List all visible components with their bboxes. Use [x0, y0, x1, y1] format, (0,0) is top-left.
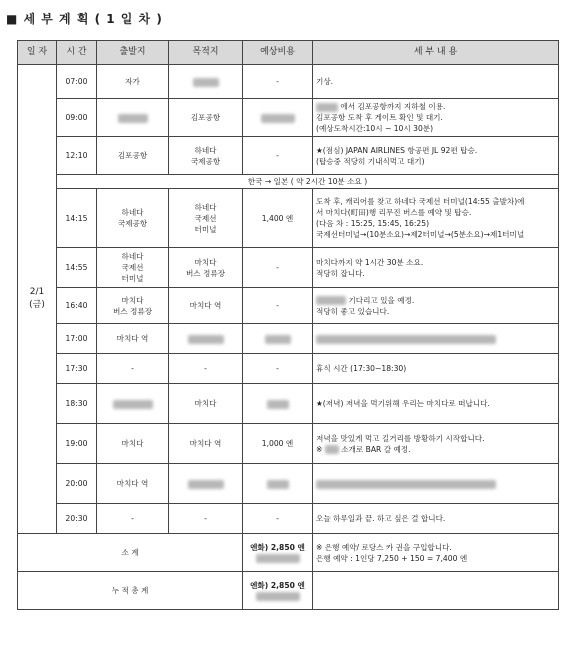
details-line: 국제선터미널→(10분소요)→제2터미널→(5분소요)→제1터미널: [316, 230, 525, 239]
redacted-text: [267, 400, 289, 409]
details-line: (탑승중 적당히 기내식먹고 대기): [316, 156, 425, 166]
departure-cell: [97, 354, 169, 384]
cell-line: -: [131, 514, 134, 523]
redacted-text: [316, 103, 338, 112]
details-cell: [313, 65, 559, 99]
redacted-text: [267, 480, 289, 489]
flight-banner: 한국 → 일본 ( 약 2시간 10분 소요 ): [57, 175, 559, 189]
cell-line: 국제선: [121, 263, 144, 272]
redacted-text: [325, 445, 339, 454]
time-cell: 12:10: [57, 137, 97, 175]
details-line: (다음 차 : 15:25, 15:45, 16:25): [316, 219, 430, 228]
table-row: [18, 99, 559, 137]
details-line: 기다리고 있을 예정.: [316, 295, 555, 306]
details-line: ★(점심) JAPAN AIRLINES 항공편 JL 92편 탑승.: [316, 145, 478, 155]
table-row: [18, 354, 559, 384]
cell-line: 자가: [125, 77, 140, 86]
header-date: 일 자: [18, 41, 57, 65]
cost-cell: -: [243, 248, 313, 288]
cell-line: 하네다: [121, 208, 144, 217]
details-line: 서 마치다(町田)행 리무진 버스를 예약 및 탑승.: [316, 208, 472, 217]
table-row: [18, 424, 559, 464]
cost-cell: -: [243, 504, 313, 534]
details-line: ※ 소개로 BAR 갈 예정.: [316, 444, 411, 454]
destination-cell: [169, 99, 243, 137]
destination-cell: [169, 384, 243, 424]
cell-line: 터미널: [194, 224, 217, 234]
cell-line: 마치다: [194, 257, 217, 267]
destination-cell: [169, 424, 243, 464]
subtotal-row-label: 소 계: [18, 534, 243, 572]
time-cell: 14:55: [57, 248, 97, 288]
cell-line: 버스 정류장: [112, 306, 153, 316]
destination-cell: [169, 354, 243, 384]
redacted-text: [113, 400, 153, 409]
redacted-text: [261, 114, 295, 123]
cell-line: 하네다: [194, 145, 217, 155]
cell-line: -: [204, 364, 207, 373]
table-row: [18, 288, 559, 324]
cell-line: 마치다 역: [116, 334, 149, 343]
subtotal-row-note: [313, 534, 559, 572]
details-cell: [313, 464, 559, 504]
header-departure: 출발지: [97, 41, 169, 65]
cell-line: -: [131, 364, 134, 373]
destination-cell: [169, 65, 243, 99]
time-cell: 14:15: [57, 189, 97, 248]
table-header-row: [18, 41, 559, 65]
cell-line: 국제공항: [117, 219, 148, 228]
header-details: 세 부 내 용: [313, 41, 559, 65]
table-row: [18, 137, 559, 175]
cell-line: -: [204, 514, 207, 523]
cell-line: 김포공항: [190, 113, 221, 122]
time-cell: 18:30: [57, 384, 97, 424]
cost-cell: [243, 384, 313, 424]
redacted-text: [188, 335, 224, 344]
time-cell: 16:40: [57, 288, 97, 324]
time-cell: 19:00: [57, 424, 97, 464]
destination-cell: [169, 137, 243, 175]
cumulative-row: [18, 572, 559, 610]
redacted-text: [188, 480, 224, 489]
note-line: ※ 은행 예약/ 로당스 카 권을 구입합니다.: [316, 542, 452, 552]
destination-cell: [169, 504, 243, 534]
details-cell: [313, 504, 559, 534]
details-line: 도착 후, 캐리어를 찾고 하네다 국제선 터미널(14:55 출발차)에: [316, 197, 525, 206]
redacted-text: [265, 335, 291, 344]
details-line: 에서 김포공항까지 지하철 이용.: [316, 101, 555, 112]
time-cell: 20:30: [57, 504, 97, 534]
details-cell: [313, 99, 559, 137]
table-row: [18, 324, 559, 354]
table-row: [18, 189, 559, 248]
destination-cell: [169, 189, 243, 248]
cell-line: 터미널: [121, 274, 144, 283]
departure-cell: [97, 248, 169, 288]
time-cell: 17:00: [57, 324, 97, 354]
details-cell: [313, 384, 559, 424]
subtotal-row: [18, 534, 559, 572]
cell-line: 김포공항: [117, 151, 148, 160]
details-line: 김포공항 도착 후 게이트 확인 및 대기.: [316, 113, 443, 122]
header-time: 시 간: [57, 41, 97, 65]
table-row: [18, 384, 559, 424]
cost-cell: 1,000 엔: [243, 424, 313, 464]
page-title: ■ 세 부 계 획 ( 1 일 차 ): [6, 12, 163, 26]
cumulative-row-note: [313, 572, 559, 610]
schedule-table: [17, 40, 559, 610]
destination-cell: [169, 464, 243, 504]
redacted-text: [193, 78, 219, 87]
departure-cell: [97, 504, 169, 534]
destination-cell: [169, 288, 243, 324]
cost-cell: -: [243, 65, 313, 99]
details-line: ★(저녁) 저녁을 먹기위해 우리는 마치다로 떠납니다.: [316, 399, 490, 408]
cell-line: 마치다 역: [189, 439, 222, 448]
cost-cell: [243, 99, 313, 137]
cell-line: 국제공항: [190, 156, 221, 166]
details-line: 마치다까지 약 1시간 30분 소요.: [316, 257, 424, 267]
cost-cell: -: [243, 288, 313, 324]
cost-cell: [243, 464, 313, 504]
departure-cell: [97, 99, 169, 137]
time-cell: 09:00: [57, 99, 97, 137]
cell-line: 마치다: [194, 399, 217, 408]
departure-cell: [97, 137, 169, 175]
details-line: 오늘 하루일과 끝. 하고 싶은 걸 합니다.: [316, 514, 446, 523]
destination-cell: [169, 248, 243, 288]
details-line: 적당히 잡니다.: [316, 268, 365, 278]
details-line: 적당히 좋고 있습니다.: [316, 306, 390, 316]
details-line: 저녁을 맛있게 먹고 길거리를 방황하기 시작합니다.: [316, 433, 485, 443]
cell-line: 버스 정류장: [185, 268, 226, 278]
details-cell: [313, 248, 559, 288]
departure-cell: [97, 424, 169, 464]
redacted-text: [316, 296, 346, 305]
details-line: [316, 333, 555, 344]
header-cost: 예상비용: [243, 41, 313, 65]
destination-cell: [169, 324, 243, 354]
details-cell: [313, 288, 559, 324]
table-row: [18, 65, 559, 99]
time-cell: 17:30: [57, 354, 97, 384]
table-row: [18, 504, 559, 534]
redacted-text: [316, 335, 496, 344]
cell-line: (금): [29, 300, 45, 310]
cumulative-row-cost: [243, 572, 313, 610]
cell-line: 마치다: [121, 295, 144, 305]
departure-cell: [97, 464, 169, 504]
departure-cell: [97, 384, 169, 424]
redacted-text: [256, 554, 300, 563]
departure-cell: [97, 288, 169, 324]
time-cell: 20:00: [57, 464, 97, 504]
cost-cell: -: [243, 137, 313, 175]
table-row: [18, 248, 559, 288]
details-line: 휴식 시간 (17:30~18:30): [316, 364, 407, 373]
note-line: 은행 예약 : 1인당 7,250 + 150 = 7,400 엔: [316, 553, 468, 563]
cost-cell: 1,400 엔: [243, 189, 313, 248]
cell-line: 국제선: [194, 213, 217, 223]
cost-value: 엔화) 2,850 엔: [250, 542, 305, 552]
cell-line: 하네다: [194, 202, 217, 212]
details-line: (예상도착시간:10시 ~ 10시 30분): [316, 124, 434, 133]
cost-cell: -: [243, 354, 313, 384]
cost-value: 엔화) 2,850 엔: [250, 580, 305, 590]
subtotal-row-cost: [243, 534, 313, 572]
departure-cell: [97, 65, 169, 99]
header-destination: 목적지: [169, 41, 243, 65]
cell-line: 하네다: [121, 252, 144, 261]
details-line: 기상.: [316, 77, 334, 86]
details-cell: [313, 137, 559, 175]
details-cell: [313, 189, 559, 248]
cell-line: 마치다 역: [116, 479, 149, 488]
redacted-text: [256, 592, 300, 601]
departure-cell: [97, 189, 169, 248]
cell-line: 마치다: [121, 439, 144, 448]
details-cell: [313, 354, 559, 384]
redacted-text: [316, 480, 496, 489]
redacted-text: [118, 114, 148, 123]
cost-cell: [243, 324, 313, 354]
details-cell: [313, 324, 559, 354]
table-row: [18, 464, 559, 504]
cell-line: 마치다 역: [189, 301, 222, 310]
details-line: [316, 478, 555, 489]
time-cell: 07:00: [57, 65, 97, 99]
departure-cell: [97, 324, 169, 354]
flight-banner-row: [18, 175, 559, 189]
details-cell: [313, 424, 559, 464]
cell-line: 2/1: [29, 286, 45, 297]
cumulative-row-label: 누 적 총 계: [18, 572, 243, 610]
day-cell: [18, 65, 57, 534]
